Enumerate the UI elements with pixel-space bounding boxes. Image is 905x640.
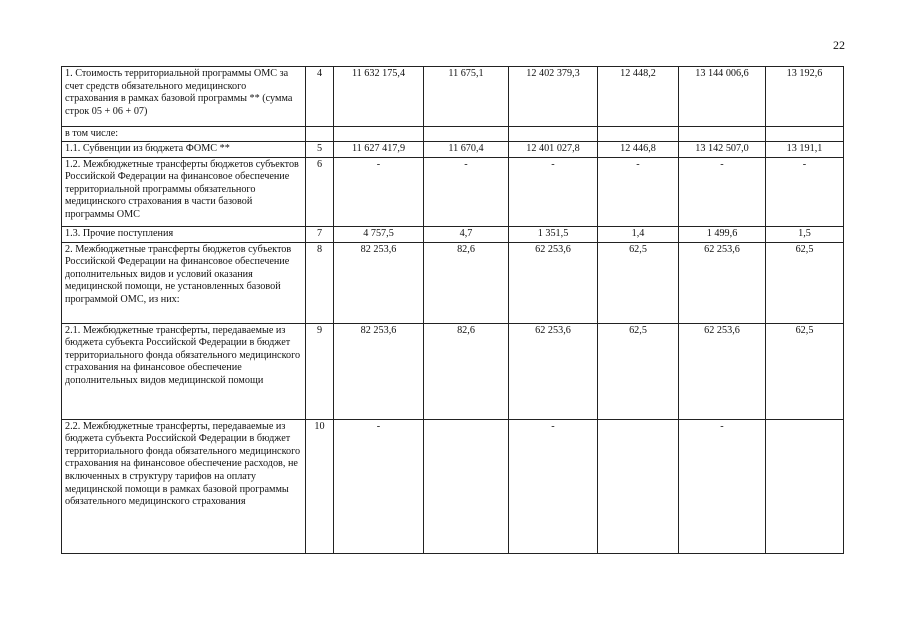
value-cell	[598, 127, 679, 142]
table-row	[62, 141, 844, 157]
row-name-cell: 1.2. Межбюджетные трансферты бюджетов субъектов Российской Федерации на финансовое обеспечение территориальной программы обязательного медицинского страхования в части базовой программы ОМС	[62, 157, 306, 226]
value-cell: 62,5	[766, 323, 844, 419]
value-cell	[766, 127, 844, 142]
row-number-cell: 9	[306, 323, 334, 419]
value-cell: 82,6	[424, 323, 509, 419]
row-name-cell: 1.3. Прочие поступления	[62, 226, 306, 242]
row-number-cell: 5	[306, 141, 334, 157]
row-name-cell: 1.1. Субвенции из бюджета ФОМС **	[62, 141, 306, 157]
financing-table	[61, 66, 844, 554]
row-name-cell: 2. Межбюджетные трансферты бюджетов субъектов Российской Федерации на финансовое обеспечение дополнительных видов и условий оказания медицинской помощи, не установленных базовой программой ОМС, из них:	[62, 242, 306, 323]
value-cell	[424, 127, 509, 142]
row-number-cell: 10	[306, 419, 334, 553]
row-name-cell: в том числе:	[62, 127, 306, 142]
value-cell: 82 253,6	[334, 323, 424, 419]
value-cell: 82,6	[424, 242, 509, 323]
value-cell: 4 757,5	[334, 226, 424, 242]
value-cell: 12 401 027,8	[509, 141, 598, 157]
value-cell: 13 192,6	[766, 67, 844, 127]
value-cell: 62,5	[598, 323, 679, 419]
table-row	[62, 127, 844, 142]
row-name-cell: 1. Стоимость территориальной программы ОМС за счет средств обязательного медицинского страхования в рамках базовой программы ** (сумма строк 05 + 06 + 07)	[62, 67, 306, 127]
value-cell: 12 402 379,3	[509, 67, 598, 127]
table-row	[62, 226, 844, 242]
value-cell	[509, 127, 598, 142]
value-cell: 62,5	[598, 242, 679, 323]
value-cell: -	[334, 157, 424, 226]
value-cell: 62,5	[766, 242, 844, 323]
page-number: 22	[833, 38, 845, 52]
value-cell: -	[766, 157, 844, 226]
value-cell: 13 144 006,6	[679, 67, 766, 127]
value-cell: 1,5	[766, 226, 844, 242]
value-cell: -	[679, 157, 766, 226]
value-cell: 13 142 507,0	[679, 141, 766, 157]
value-cell: 12 448,2	[598, 67, 679, 127]
row-name-cell: 2.1. Межбюджетные трансферты, передаваемые из бюджета субъекта Российской Федерации в бюджет территориального фонда обязательного медицинского страхования на финансовое обеспечение дополнительных видов медицинской помощи	[62, 323, 306, 419]
table-row	[62, 419, 844, 553]
value-cell: -	[598, 157, 679, 226]
value-cell: 12 446,8	[598, 141, 679, 157]
value-cell	[766, 419, 844, 553]
table-row	[62, 67, 844, 127]
value-cell	[424, 419, 509, 553]
value-cell: 62 253,6	[509, 323, 598, 419]
value-cell: 1 351,5	[509, 226, 598, 242]
table-body	[62, 67, 844, 554]
value-cell: 11 632 175,4	[334, 67, 424, 127]
table-row	[62, 323, 844, 419]
table-row	[62, 242, 844, 323]
value-cell	[598, 419, 679, 553]
value-cell: 4,7	[424, 226, 509, 242]
value-cell: -	[509, 419, 598, 553]
value-cell: -	[424, 157, 509, 226]
value-cell: 13 191,1	[766, 141, 844, 157]
value-cell: 62 253,6	[509, 242, 598, 323]
row-number-cell: 6	[306, 157, 334, 226]
value-cell: 11 670,4	[424, 141, 509, 157]
value-cell: -	[679, 419, 766, 553]
value-cell: 1 499,6	[679, 226, 766, 242]
value-cell: 62 253,6	[679, 323, 766, 419]
value-cell: 1,4	[598, 226, 679, 242]
value-cell: -	[334, 419, 424, 553]
row-number-cell: 4	[306, 67, 334, 127]
table-row	[62, 157, 844, 226]
value-cell: 11 627 417,9	[334, 141, 424, 157]
row-name-cell: 2.2. Межбюджетные трансферты, передаваемые из бюджета субъекта Российской Федерации в бюджет территориального фонда обязательного медицинского страхования на финансовое обеспечение расходов, не включенных в структуру тарифов на оплату медицинской помощи в рамках базовой программы обязательного медицинского страхования	[62, 419, 306, 553]
value-cell: 62 253,6	[679, 242, 766, 323]
value-cell: 82 253,6	[334, 242, 424, 323]
value-cell	[679, 127, 766, 142]
row-number-cell: 7	[306, 226, 334, 242]
value-cell: -	[509, 157, 598, 226]
row-number-cell: 8	[306, 242, 334, 323]
value-cell	[334, 127, 424, 142]
value-cell: 11 675,1	[424, 67, 509, 127]
row-number-cell	[306, 127, 334, 142]
